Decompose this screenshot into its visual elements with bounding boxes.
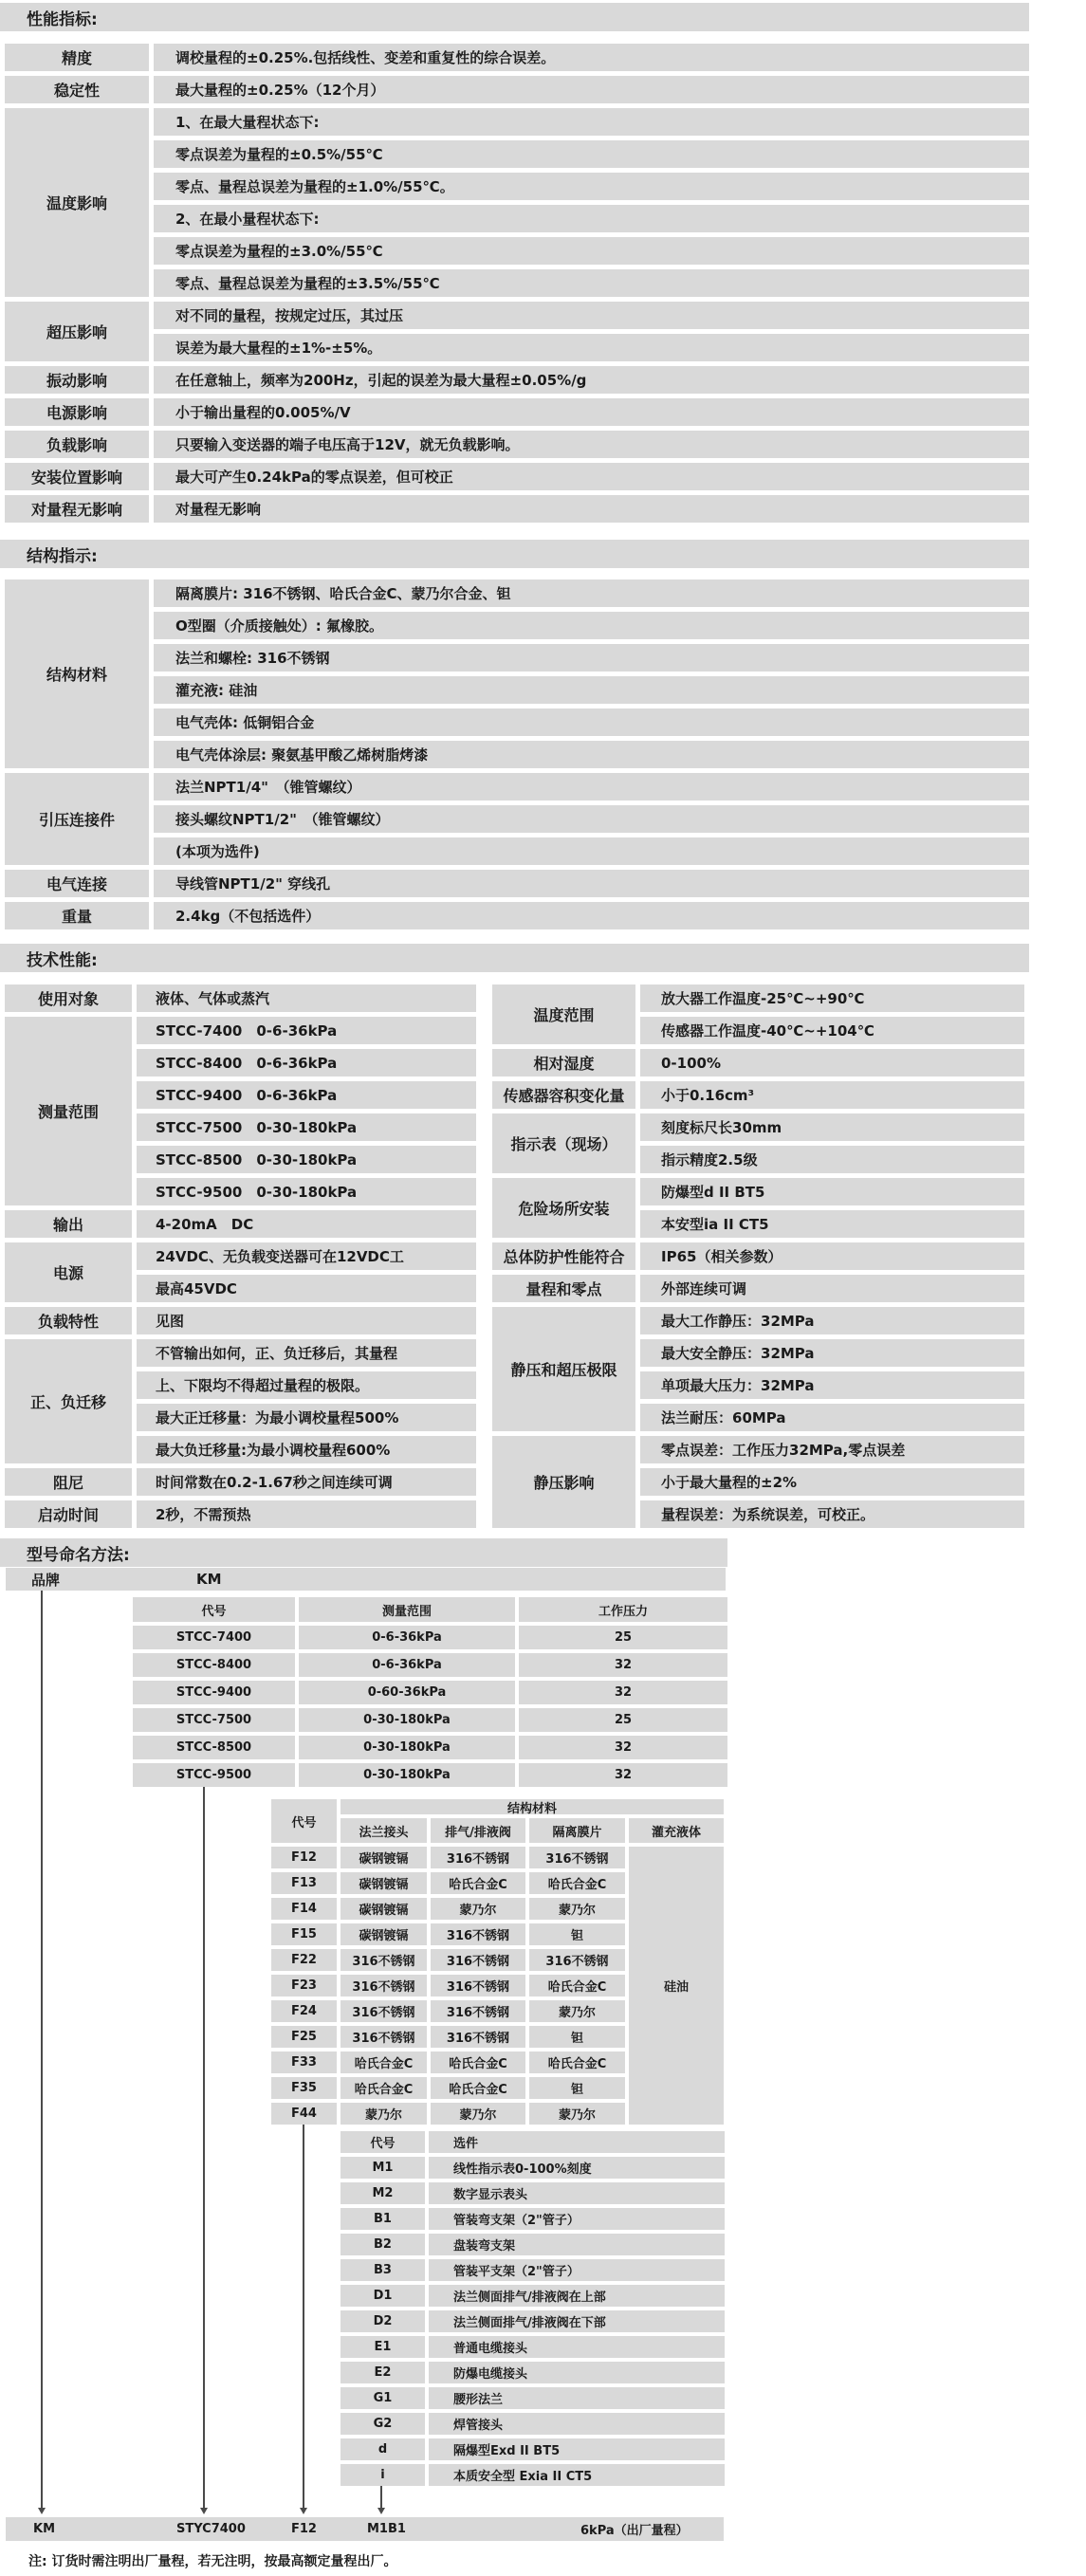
table-row <box>492 1307 1024 1431</box>
cell: 管装弯支架（2"管子） <box>429 2208 725 2230</box>
cell: STCC-8400 <box>133 1653 295 1677</box>
row-value: 最大工作静压：32MPa <box>640 1307 1024 1334</box>
row-label: 使用对象 <box>5 984 132 1012</box>
cell: 本质安全型 Exia II CT5 <box>429 2464 725 2486</box>
row-value: 对不同的量程，按规定过压，其过压 <box>154 302 1029 329</box>
cell: F15 <box>271 1923 337 1945</box>
section-header-structure <box>0 540 1029 568</box>
row-value: 外部连续可调 <box>640 1275 1024 1302</box>
cell: F23 <box>271 1975 337 1996</box>
cell: 0-6-36kPa <box>299 1653 515 1677</box>
cell: E2 <box>341 2362 425 2383</box>
row-value: 刻度标尺长30mm <box>640 1113 1024 1141</box>
row-value: STCC-8400 0-6-36kPa <box>137 1049 476 1076</box>
table-row <box>492 1436 1024 1528</box>
cell: d <box>341 2438 425 2460</box>
cell: 钽 <box>529 1923 625 1945</box>
cell: 蒙乃尔 <box>529 2103 625 2125</box>
row-value: 时间常数在0.2-1.67秒之间连续可调 <box>137 1468 476 1496</box>
cell: M1 <box>341 2157 425 2179</box>
cell: 哈氏合金C <box>529 1872 625 1894</box>
table-row <box>5 463 1029 490</box>
row-value: 4-20mA DC <box>137 1210 476 1238</box>
cell: 线性指示表0-100%刻度 <box>429 2157 725 2179</box>
cell: 腰形法兰 <box>429 2387 725 2409</box>
table-row <box>492 1178 1024 1238</box>
header-cell: 工作压力 <box>519 1597 727 1622</box>
cell: 蒙乃尔 <box>431 2103 525 2125</box>
row-value: 0-100% <box>640 1049 1024 1076</box>
brand-value: KM <box>196 1571 222 1588</box>
header-cell: 排气/排液阀 <box>431 1818 525 1843</box>
header-cell: 选件 <box>429 2131 725 2153</box>
cell: 32 <box>519 1736 727 1759</box>
cell: 316不锈钢 <box>529 1949 625 1971</box>
cell: 钽 <box>529 2026 625 2048</box>
header-cell: 代号 <box>271 1799 337 1843</box>
cell: 哈氏合金C <box>431 2077 525 2099</box>
row-label: 阻尼 <box>5 1468 132 1496</box>
header-cell: 代号 <box>133 1597 295 1622</box>
table-row <box>5 1307 476 1334</box>
row-label: 精度 <box>5 44 149 71</box>
row-value: 电气壳体涂层: 聚氨基甲酸乙烯树脂烤漆 <box>154 741 1029 768</box>
row-value: 液体、气体或蒸汽 <box>137 984 476 1012</box>
section-title: 性能指标: <box>27 9 98 29</box>
row-label: 安装位置影响 <box>5 463 149 490</box>
cell: 316不锈钢 <box>341 2000 427 2022</box>
table-row <box>492 1275 1024 1302</box>
cell: D2 <box>341 2310 425 2332</box>
section-header-technical <box>0 944 1029 972</box>
row-value: 隔离膜片: 316不锈钢、哈氏合金C、蒙乃尔合金、钽 <box>154 580 1029 607</box>
cell: 碳钢镀镉 <box>341 1872 427 1894</box>
row-value: 最大正迁移量：为最小调校量程500% <box>137 1404 476 1431</box>
cell: 32 <box>519 1763 727 1787</box>
row-value: 零点、量程总误差为量程的±3.5%/55℃ <box>154 269 1029 297</box>
row-value: 对量程无影响 <box>154 495 1029 523</box>
cell: F35 <box>271 2077 337 2099</box>
cell: 隔爆型Exd II BT5 <box>429 2438 725 2460</box>
row-value: STCC-8500 0-30-180kPa <box>137 1146 476 1173</box>
row-label: 传感器容积变化量 <box>492 1081 635 1109</box>
cell: 0-30-180kPa <box>299 1736 515 1759</box>
cell: 32 <box>519 1681 727 1704</box>
row-value: 最大负迁移量:为最小调校量程600% <box>137 1436 476 1463</box>
technical-left-table <box>5 984 476 1533</box>
cell: i <box>341 2464 425 2486</box>
row-value: 放大器工作温度-25℃~+90℃ <box>640 984 1024 1012</box>
cell: STCC-9500 <box>133 1763 295 1787</box>
cell: 蒙乃尔 <box>341 2103 427 2125</box>
row-value: 上、下限均不得超过量程的极限。 <box>137 1371 476 1399</box>
cell: 哈氏合金C <box>341 2077 427 2099</box>
row-label: 总体防护性能符合 <box>492 1242 635 1270</box>
row-value: 只要输入变送器的端子电压高于12V，就无负载影响。 <box>154 431 1029 458</box>
table-row <box>5 1242 476 1302</box>
row-label: 稳定性 <box>5 76 149 103</box>
cell: 316不锈钢 <box>341 2026 427 2048</box>
table-row <box>5 398 1029 426</box>
table-row <box>492 1242 1024 1270</box>
cell: 哈氏合金C <box>341 2052 427 2073</box>
row-value: 本安型ia II CT5 <box>640 1210 1024 1238</box>
cell: 316不锈钢 <box>341 1975 427 1996</box>
section-header-naming <box>0 1538 727 1567</box>
row-label: 对量程无影响 <box>5 495 149 523</box>
table-row <box>5 902 1029 929</box>
cell: 哈氏合金C <box>529 2052 625 2073</box>
down-arrow-icon <box>377 2508 385 2514</box>
cell: 法兰侧面排气/排液阀在上部 <box>429 2285 725 2307</box>
connector-line-option <box>380 2486 382 2508</box>
cell: STCC-9400 <box>133 1681 295 1704</box>
option-table <box>341 2131 725 2486</box>
table-row <box>5 1210 476 1238</box>
model-naming-section <box>0 1538 1086 2576</box>
row-value: 指示精度2.5级 <box>640 1146 1024 1173</box>
row-value: 量程误差：为系统误差，可校正。 <box>640 1500 1024 1528</box>
cell: F12 <box>271 1847 337 1868</box>
row-value: 最大量程的±0.25%（12个月） <box>154 76 1029 103</box>
table-row <box>5 870 1029 897</box>
row-label: 正、负迁移 <box>5 1339 132 1463</box>
cell: 管装平支架（2"管子） <box>429 2259 725 2281</box>
cell: 普通电缆接头 <box>429 2336 725 2358</box>
row-label: 电气连接 <box>5 870 149 897</box>
row-value: STCC-9500 0-30-180kPa <box>137 1178 476 1205</box>
table-row <box>5 1339 476 1463</box>
row-label: 危险场所安装 <box>492 1178 635 1238</box>
cell: 0-30-180kPa <box>299 1708 515 1732</box>
cell: 316不锈钢 <box>431 2000 525 2022</box>
connector-line-material <box>303 2125 304 2508</box>
row-value: 单项最大压力：32MPa <box>640 1371 1024 1399</box>
row-value: 零点误差：工作压力32MPa,零点误差 <box>640 1436 1024 1463</box>
cell: G2 <box>341 2413 425 2435</box>
cell: 蒙乃尔 <box>529 2000 625 2022</box>
header-cell: 隔离膜片 <box>529 1818 625 1843</box>
example-model: STYC7400 <box>176 2522 246 2536</box>
cell: F33 <box>271 2052 337 2073</box>
cell: 哈氏合金C <box>431 2052 525 2073</box>
cell: F13 <box>271 1872 337 1894</box>
table-row <box>5 366 1029 394</box>
header-cell: 代号 <box>341 2131 425 2153</box>
section-header-performance <box>0 3 1029 31</box>
row-value: 24VDC、无负载变送器可在12VDC工 <box>137 1242 476 1270</box>
cell: B3 <box>341 2259 425 2281</box>
row-label: 引压连接件 <box>5 773 149 865</box>
row-value: 小于输出量程的0.005%/V <box>154 398 1029 426</box>
row-value: O型圈（介质接触处）: 氟橡胶。 <box>154 612 1029 639</box>
row-value: 2、在最小量程状态下: <box>154 205 1029 232</box>
brand-row <box>6 1568 726 1591</box>
cell: 蒙乃尔 <box>431 1898 525 1920</box>
row-label: 相对湿度 <box>492 1049 635 1076</box>
example-options: M1B1 <box>367 2522 406 2536</box>
down-arrow-icon <box>200 2508 208 2514</box>
row-value: 小于0.16cm³ <box>640 1081 1024 1109</box>
row-value: 电气壳体: 低铜铝合金 <box>154 708 1029 736</box>
row-value: 2.4kg（不包括选件） <box>154 902 1029 929</box>
cell: M2 <box>341 2182 425 2204</box>
row-value: 防爆型d II BT5 <box>640 1178 1024 1205</box>
row-label: 负载影响 <box>5 431 149 458</box>
cell: 碳钢镀镉 <box>341 1847 427 1868</box>
cell: 316不锈钢 <box>431 1847 525 1868</box>
cell: 防爆电缆接头 <box>429 2362 725 2383</box>
cell: 316不锈钢 <box>431 1923 525 1945</box>
cell: B2 <box>341 2234 425 2255</box>
cell: 316不锈钢 <box>341 1949 427 1971</box>
row-value: IP65（相关参数） <box>640 1242 1024 1270</box>
cell: B1 <box>341 2208 425 2230</box>
row-value: 最大可产生0.24kPa的零点误差，但可校正 <box>154 463 1029 490</box>
table-row <box>5 302 1029 361</box>
row-value: 传感器工作温度-40℃~+104℃ <box>640 1017 1024 1044</box>
example-code-band <box>6 2517 724 2541</box>
row-label: 启动时间 <box>5 1500 132 1528</box>
table-row <box>492 984 1024 1044</box>
cell: 32 <box>519 1653 727 1677</box>
row-label: 电源影响 <box>5 398 149 426</box>
row-value: 灌充液: 硅油 <box>154 676 1029 704</box>
cell: E1 <box>341 2336 425 2358</box>
example-brand: KM <box>33 2522 56 2536</box>
cell: 0-6-36kPa <box>299 1626 515 1649</box>
cell: 25 <box>519 1708 727 1732</box>
row-label: 电源 <box>5 1242 132 1302</box>
range-table <box>133 1597 727 1787</box>
row-value: 法兰和螺栓: 316不锈钢 <box>154 644 1029 672</box>
table-row <box>5 495 1029 523</box>
performance-table <box>5 44 1029 523</box>
table-row <box>5 984 476 1012</box>
row-value: STCC-9400 0-6-36kPa <box>137 1081 476 1109</box>
technical-right-table <box>492 984 1024 1533</box>
cell: 316不锈钢 <box>431 1975 525 1996</box>
cell: 盘装弯支架 <box>429 2234 725 2255</box>
row-label: 静压影响 <box>492 1436 635 1528</box>
table-row <box>5 580 1029 768</box>
cell: 25 <box>519 1626 727 1649</box>
cell: F25 <box>271 2026 337 2048</box>
header-cell: 灌充液体 <box>629 1818 724 1843</box>
cell: 数字显示表头 <box>429 2182 725 2204</box>
table-row <box>5 773 1029 865</box>
row-label: 温度影响 <box>5 108 149 297</box>
table-row <box>492 1049 1024 1076</box>
material-table <box>271 1799 724 2125</box>
cell: F44 <box>271 2103 337 2125</box>
row-value: 在任意轴上，频率为200Hz，引起的误差为最大量程±0.05%/g <box>154 366 1029 394</box>
row-label: 量程和零点 <box>492 1275 635 1302</box>
cell: 0-30-180kPa <box>299 1763 515 1787</box>
cell: 碳钢镀镉 <box>341 1898 427 1920</box>
row-label: 振动影响 <box>5 366 149 394</box>
row-value: (本项为选件) <box>154 837 1029 865</box>
cell: STCC-8500 <box>133 1736 295 1759</box>
cell: 316不锈钢 <box>529 1847 625 1868</box>
row-value: 接头螺纹NPT1/2" （锥管螺纹） <box>154 805 1029 833</box>
row-label: 超压影响 <box>5 302 149 361</box>
row-label: 负载特性 <box>5 1307 132 1334</box>
down-arrow-icon <box>38 2508 46 2514</box>
cell: 蒙乃尔 <box>529 1898 625 1920</box>
table-row <box>5 108 1029 297</box>
row-label: 静压和超压极限 <box>492 1307 635 1431</box>
section-title: 结构指示: <box>27 546 98 566</box>
section-title: 型号命名方法: <box>27 1545 130 1565</box>
section-title: 技术性能: <box>27 950 98 970</box>
table-row <box>5 1017 476 1205</box>
header-cell: 结构材料 <box>341 1799 724 1814</box>
row-value: STCC-7400 0-6-36kPa <box>137 1017 476 1044</box>
row-label: 指示表（现场） <box>492 1113 635 1173</box>
cell: 316不锈钢 <box>431 1949 525 1971</box>
table-row <box>492 1113 1024 1173</box>
row-value: 2秒，不需预热 <box>137 1500 476 1528</box>
cell: 0-60-36kPa <box>299 1681 515 1704</box>
cell: 哈氏合金C <box>431 1872 525 1894</box>
cell: D1 <box>341 2285 425 2307</box>
row-value: 最高45VDC <box>137 1275 476 1302</box>
technical-tables <box>5 984 1086 1533</box>
cell: 焊管接头 <box>429 2413 725 2435</box>
cell: 法兰侧面排气/排液阀在下部 <box>429 2310 725 2332</box>
row-value: 法兰NPT1/4" （锥管螺纹） <box>154 773 1029 800</box>
table-row <box>5 431 1029 458</box>
table-row <box>492 1081 1024 1109</box>
cell: F24 <box>271 2000 337 2022</box>
footer-note: 注: 订货时需注明出厂量程，若无注明，按最高额定量程出厂。 <box>28 2554 397 2569</box>
row-label: 结构材料 <box>5 580 149 768</box>
row-label: 重量 <box>5 902 149 929</box>
row-value: 调校量程的±0.25%.包括线性、变差和重复性的综合误差。 <box>154 44 1029 71</box>
connector-line-model <box>203 1787 205 2508</box>
header-cell: 法兰接头 <box>341 1818 427 1843</box>
row-label: 温度范围 <box>492 984 635 1044</box>
brand-label: 品牌 <box>31 1571 61 1589</box>
row-value: 零点误差为量程的±3.0%/55℃ <box>154 237 1029 265</box>
example-material: F12 <box>291 2522 317 2536</box>
row-value: 法兰耐压：60MPa <box>640 1404 1024 1431</box>
connector-line-brand <box>41 1591 43 2508</box>
cell: 哈氏合金C <box>529 1975 625 1996</box>
row-value: 导线管NPT1/2" 穿线孔 <box>154 870 1029 897</box>
cell: 硅油 <box>629 1847 724 2125</box>
cell: STCC-7400 <box>133 1626 295 1649</box>
cell: STCC-7500 <box>133 1708 295 1732</box>
row-value: 最大安全静压：32MPa <box>640 1339 1024 1367</box>
row-value: 1、在最大量程状态下: <box>154 108 1029 136</box>
cell: 钽 <box>529 2077 625 2099</box>
row-value: 零点误差为量程的±0.5%/55℃ <box>154 140 1029 168</box>
cell: 316不锈钢 <box>431 2026 525 2048</box>
row-value: 见图 <box>137 1307 476 1334</box>
header-cell: 测量范围 <box>299 1597 515 1622</box>
cell: F22 <box>271 1949 337 1971</box>
row-value: 误差为最大量程的±1%-±5%。 <box>154 334 1029 361</box>
row-value: 零点、量程总误差为量程的±1.0%/55℃。 <box>154 173 1029 200</box>
table-row <box>5 44 1029 71</box>
row-value: 不管输出如何，正、负迁移后，其量程 <box>137 1339 476 1367</box>
example-range: 6kPa（出厂量程） <box>580 2524 689 2538</box>
cell: 碳钢镀镉 <box>341 1923 427 1945</box>
structure-table <box>5 580 1029 929</box>
cell: G1 <box>341 2387 425 2409</box>
down-arrow-icon <box>300 2508 307 2514</box>
row-label: 测量范围 <box>5 1017 132 1205</box>
row-value: 小于最大量程的±2% <box>640 1468 1024 1496</box>
table-row <box>5 1500 476 1528</box>
table-row <box>5 76 1029 103</box>
row-label: 输出 <box>5 1210 132 1238</box>
row-value: STCC-7500 0-30-180kPa <box>137 1113 476 1141</box>
table-row <box>5 1468 476 1496</box>
cell: F14 <box>271 1898 337 1920</box>
